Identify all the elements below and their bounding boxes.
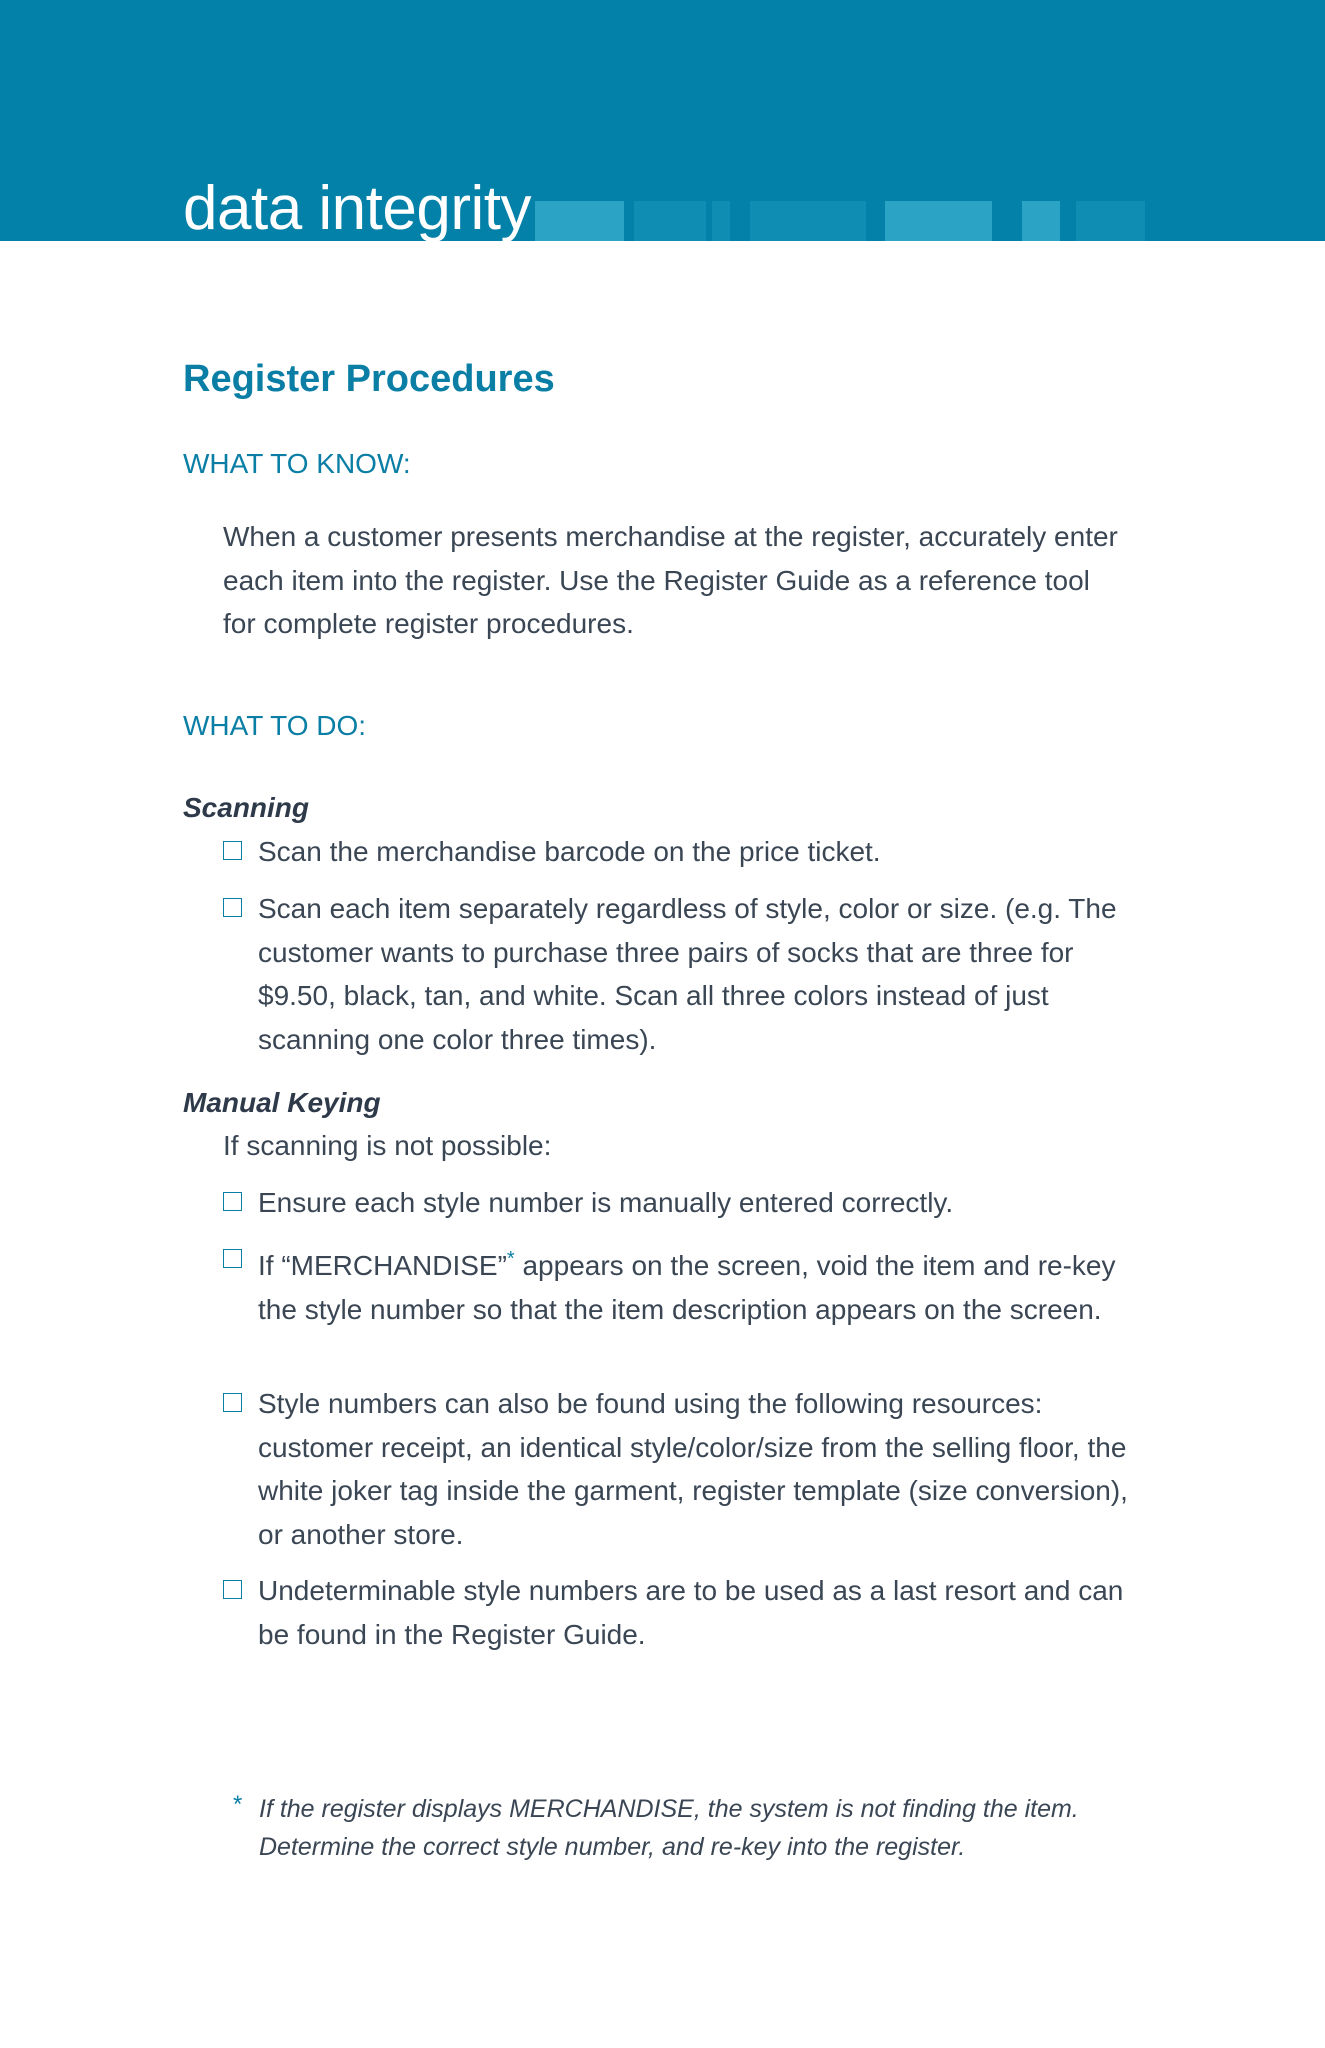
header-decor-block (1022, 201, 1060, 241)
section-title: Register Procedures (183, 358, 555, 400)
checkbox-icon (223, 1580, 242, 1599)
scanning-item-text: Scan each item separately regardless of style, color or size. (e.g. The customer wants to purchase three pairs of socks that are three for $9.50, black, tan, and white. Scan all three colors instead of just scanning one color three times). (258, 893, 1117, 1055)
header-decor-block (535, 201, 624, 241)
manual-item (223, 1569, 1143, 1656)
checkbox-icon (223, 1192, 242, 1211)
manual-item (223, 1181, 1143, 1225)
manual-item-text: Style numbers can also be found using the following resources: customer receipt, an identical style/color/size from the selling floor, the white joker tag inside the garment, register template (size conversion), or another store. (258, 1388, 1128, 1550)
scanning-item (223, 830, 1143, 874)
manual-item-text (258, 1238, 1143, 1331)
what-to-know-label: WHAT TO KNOW: (183, 448, 411, 479)
checkbox-icon (223, 841, 242, 860)
manual-keying-intro: If scanning is not possible: (223, 1130, 552, 1161)
manual-item-text: Ensure each style number is manually entered correctly. (258, 1187, 954, 1218)
header-decor-block (712, 201, 730, 241)
what-to-do-label: WHAT TO DO: (183, 710, 367, 741)
manual-item-text: Undeterminable style numbers are to be used as a last resort and can be found in the Register Guide. (258, 1575, 1124, 1650)
checkbox-icon (223, 898, 242, 917)
merchandise-text: If “MERCHANDISE” (258, 1250, 507, 1281)
merchandise-text-rest: appears on the screen, void the item and re-key the style number so that the item description appears on the screen. (258, 1250, 1116, 1325)
manual-keying-heading: Manual Keying (183, 1087, 381, 1118)
header-decor-block (1076, 201, 1145, 241)
asterisk-mark: * (506, 1248, 515, 1270)
scanning-item (223, 887, 1143, 1061)
manual-item (223, 1238, 1143, 1331)
footnote-text: If the register displays MERCHANDISE, the system is not finding the item. Determine the correct style number, and re-key into the register. (259, 1795, 1079, 1861)
page-title: data integrity (183, 174, 531, 243)
checkbox-icon (223, 1393, 242, 1412)
manual-item (223, 1382, 1143, 1556)
what-to-know-text: When a customer presents merchandise at the register, accurately enter each item into the register. Use the Register Guide as a reference tool for complete register procedures. (223, 521, 1118, 639)
footnote (233, 1790, 1133, 1866)
checkbox-icon (223, 1249, 242, 1268)
scanning-item-text: Scan the merchandise barcode on the price ticket. (258, 836, 881, 867)
header-decor-block (634, 201, 706, 241)
footnote-asterisk: * (233, 1791, 243, 1818)
scanning-heading: Scanning (183, 792, 310, 823)
header-decor-block (750, 201, 866, 241)
header-decor-block (885, 201, 992, 241)
page-header-band (0, 0, 1325, 241)
